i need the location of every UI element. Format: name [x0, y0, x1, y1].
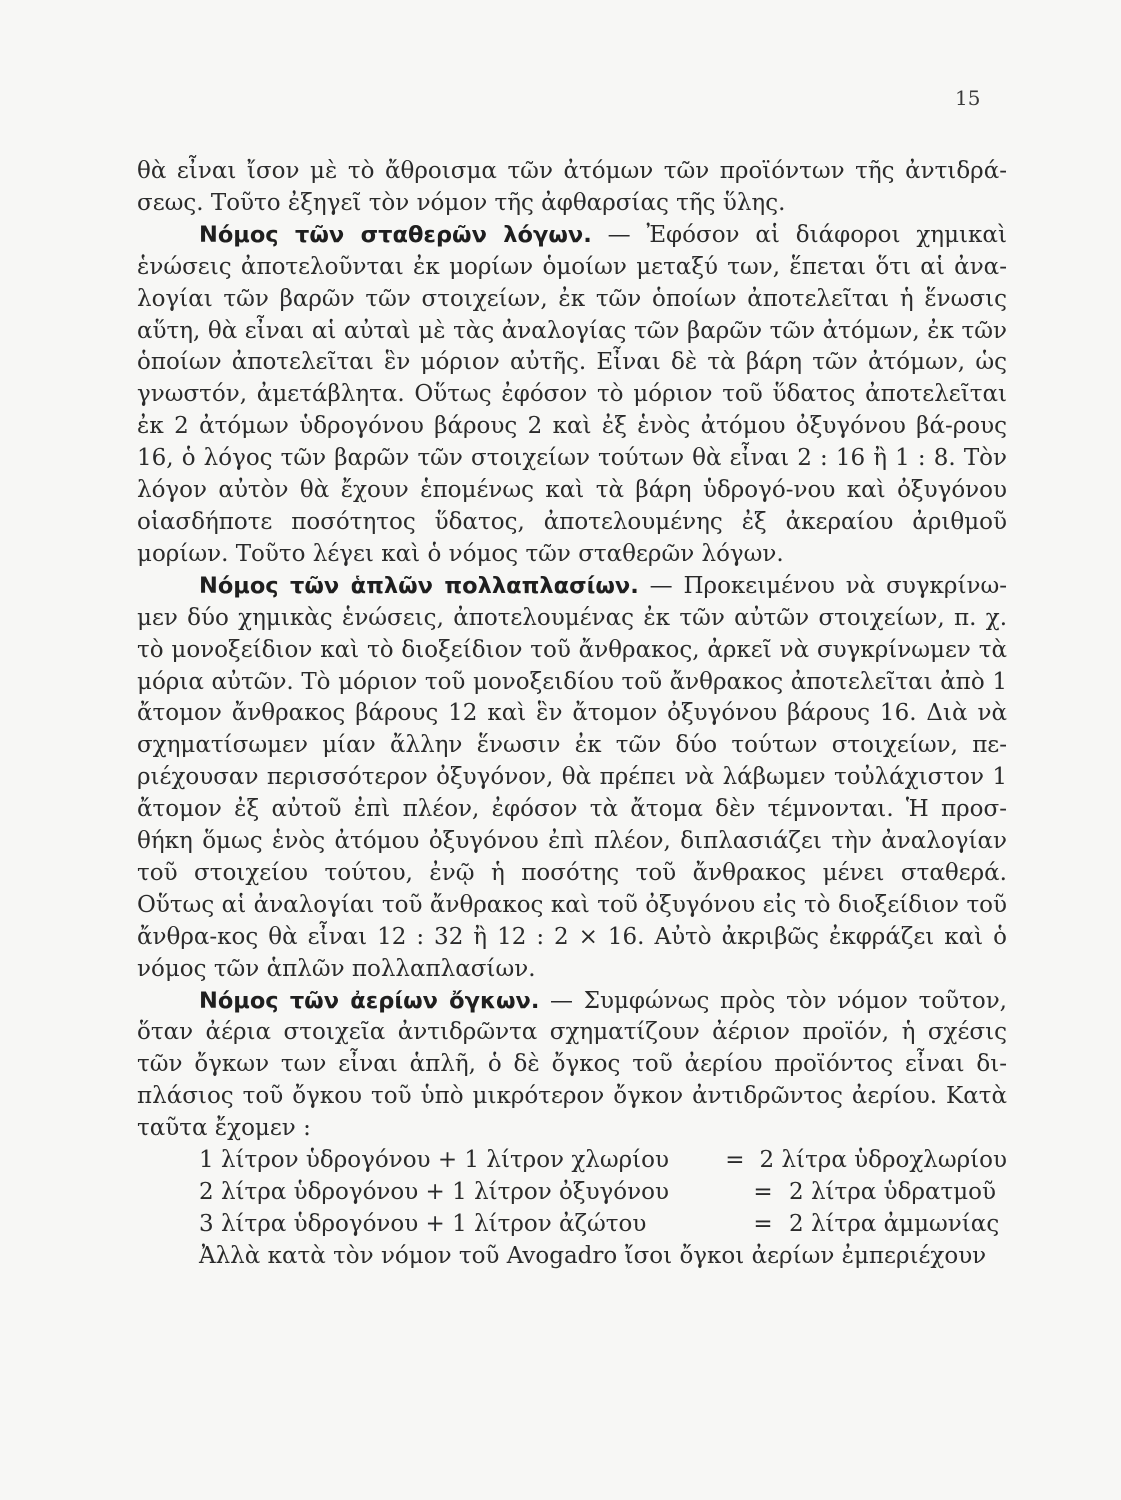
- equation-product: 2 λίτρα ὑδροχλωρίου: [759, 1147, 1007, 1174]
- equation-row: [137, 1145, 1007, 1177]
- equation-reactants: 2 λίτρα ὑδρογόνου + 1 λίτρον ὀξυγόνου: [199, 1178, 669, 1205]
- paragraph-text: — Συμφώνως πρὸς τὸν νόμον τοῦτον, ὅταν ἀέρια στοιχεῖα ἀντιδρῶντα σχηματίζουν ἀέριον προϊόν, ἡ σχέσις τῶν ὄγκων των εἶναι ἁπλῆ, ὁ δὲ ὄγκος τοῦ ἀερίου προϊόντος εἶναι δι-πλάσιος τοῦ ὄγκου τοῦ ὑπὸ μικρότερον ὄγκον ἀντιδρῶντος ἀερίου. Κατὰ ταῦτα ἔχομεν :: [137, 987, 1007, 1142]
- equals-sign: =: [753, 1178, 773, 1205]
- paragraph-constant-proportions: [137, 220, 1007, 571]
- paragraph-text: Ἀλλὰ κατὰ τὸν νόμον τοῦ Avogadro ἴσοι ὄγκοι ἀερίων ἐμπεριέχουν: [199, 1242, 987, 1269]
- page-body: [137, 156, 1007, 1273]
- page-number: 15: [955, 86, 981, 110]
- equation-row: [137, 1209, 1007, 1241]
- equation-reactants: 3 λίτρα ὑδρογόνου + 1 λίτρον ἀζώτου: [199, 1210, 647, 1237]
- reaction-equations: [137, 1145, 1007, 1241]
- law-heading-constant-proportions: Νόμος τῶν σταθερῶν λόγων.: [199, 221, 592, 248]
- equation-product: 2 λίτρα ὑδρατμοῦ: [789, 1178, 997, 1205]
- paragraph-closing-line: [137, 1241, 1007, 1273]
- equation-product: 2 λίτρα ἀμμωνίας: [789, 1210, 1000, 1237]
- equation-row: [137, 1177, 1007, 1209]
- equation-reactants: 1 λίτρον ὑδρογόνου + 1 λίτρον χλωρίου: [199, 1147, 669, 1174]
- paragraph-text: — Προκειμένου νὰ συγκρίνω-μεν δύο χημικὰς ἑνώσεις, ἀποτελουμένας ἐκ τῶν αὐτῶν στοιχείων, π. χ. τὸ μονοξείδιον καὶ τὸ διοξείδιον τοῦ ἄνθρακος, ἀρκεῖ νὰ συγκρίνωμεν τὰ μόρια αὐτῶν. Τὸ μόριον τοῦ μονοξειδίου τοῦ ἄνθρακος ἀποτελεῖται ἀπὸ 1 ἄτομον ἄνθρακος βάρους 12 καὶ ἓν ἄτομον ὀξυγόνου βάρους 16. Διὰ νὰ σχηματίσωμεν μίαν ἄλλην ἕνωσιν ἐκ τῶν δύο τούτων στοιχείων, πε-ριέχουσαν περισσότερον ὀξυγόνον, θὰ πρέπει νὰ λάβωμεν τοὐλάχιστον 1 ἄτομον ἐξ αὐτοῦ ἐπὶ πλέον, ἐφόσον τὰ ἄτομα δὲν τέμνονται. Ἡ προσ-θήκη ὅμως ἑνὸς ἀτόμου ὀξυγόνου ἐπὶ πλέον, διπλασιάζει τὴν ἀναλογίαν τοῦ στοιχείου τούτου, ἐνῷ ἡ ποσότης τοῦ ἄνθρακος μένει σταθερά. Οὕτως αἱ ἀναλογίαι τοῦ ἄνθρακος καὶ τοῦ ὀξυγόνου εἰς τὸ διοξείδιον τοῦ ἄνθρα-κος θὰ εἶναι 12 : 32 ἢ 12 : 2 × 16. Αὐτὸ ἀκριβῶς ἐκφράζει καὶ ὁ νόμος τῶν ἁπλῶν πολλαπλασίων.: [137, 572, 1007, 982]
- paragraph-text: — Ἐφόσον αἱ διάφοροι χημικαὶ ἑνώσεις ἀποτελοῦνται ἐκ μορίων ὁμοίων μεταξύ των, ἕπεται ὅτι αἱ ἀνα-λογίαι τῶν βαρῶν τῶν στοιχείων, ἐκ τῶν ὁποίων ἀποτελεῖται ἡ ἕνωσις αὕτη, θὰ εἶναι αἱ αὐταὶ μὲ τὰς ἀναλογίας τῶν βαρῶν τῶν ἀτόμων, ἐκ τῶν ὁποίων ἀποτελεῖται ἓν μόριον αὐτῆς. Εἶναι δὲ τὰ βάρη τῶν ἀτόμων, ὡς γνωστόν, ἀμετάβλητα. Οὕτως ἐφόσον τὸ μόριον τοῦ ὕδατος ἀποτελεῖται ἐκ 2 ἀτόμων ὑδρογόνου βάρους 2 καὶ ἐξ ἑνὸς ἀτόμου ὀξυγόνου βά-ρους 16, ὁ λόγος τῶν βαρῶν τῶν στοιχείων τούτων θὰ εἶναι 2 : 16 ἢ 1 : 8. Τὸν λόγον αὐτὸν θὰ ἔχουν ἑπομένως καὶ τὰ βάρη ὑδρογό-νου καὶ ὀξυγόνου οἱασδήποτε ποσότητος ὕδατος, ἀποτελουμένης ἐξ ἀκεραίου ἀριθμοῦ μορίων. Τοῦτο λέγει καὶ ὁ νόμος τῶν σταθερῶν λόγων.: [137, 221, 1007, 567]
- paragraph-text: θὰ εἶναι ἴσον μὲ τὸ ἄθροισμα τῶν ἀτόμων τῶν προϊόντων τῆς ἀντιδρά-σεως. Τοῦτο ἐξηγεῖ τὸν νόμον τῆς ἀφθαρσίας τῆς ὕλης.: [137, 158, 1007, 216]
- equals-sign: =: [725, 1147, 745, 1174]
- paragraph-continuation: [137, 156, 1007, 220]
- law-heading-multiple-proportions: Νόμος τῶν ἁπλῶν πολλαπλασίων.: [199, 572, 639, 599]
- paragraph-multiple-proportions: [137, 571, 1007, 986]
- law-heading-gas-volumes: Νόμος τῶν ἀερίων ὄγκων.: [199, 987, 540, 1014]
- equals-sign: =: [753, 1210, 773, 1237]
- paragraph-gas-volumes: [137, 986, 1007, 1146]
